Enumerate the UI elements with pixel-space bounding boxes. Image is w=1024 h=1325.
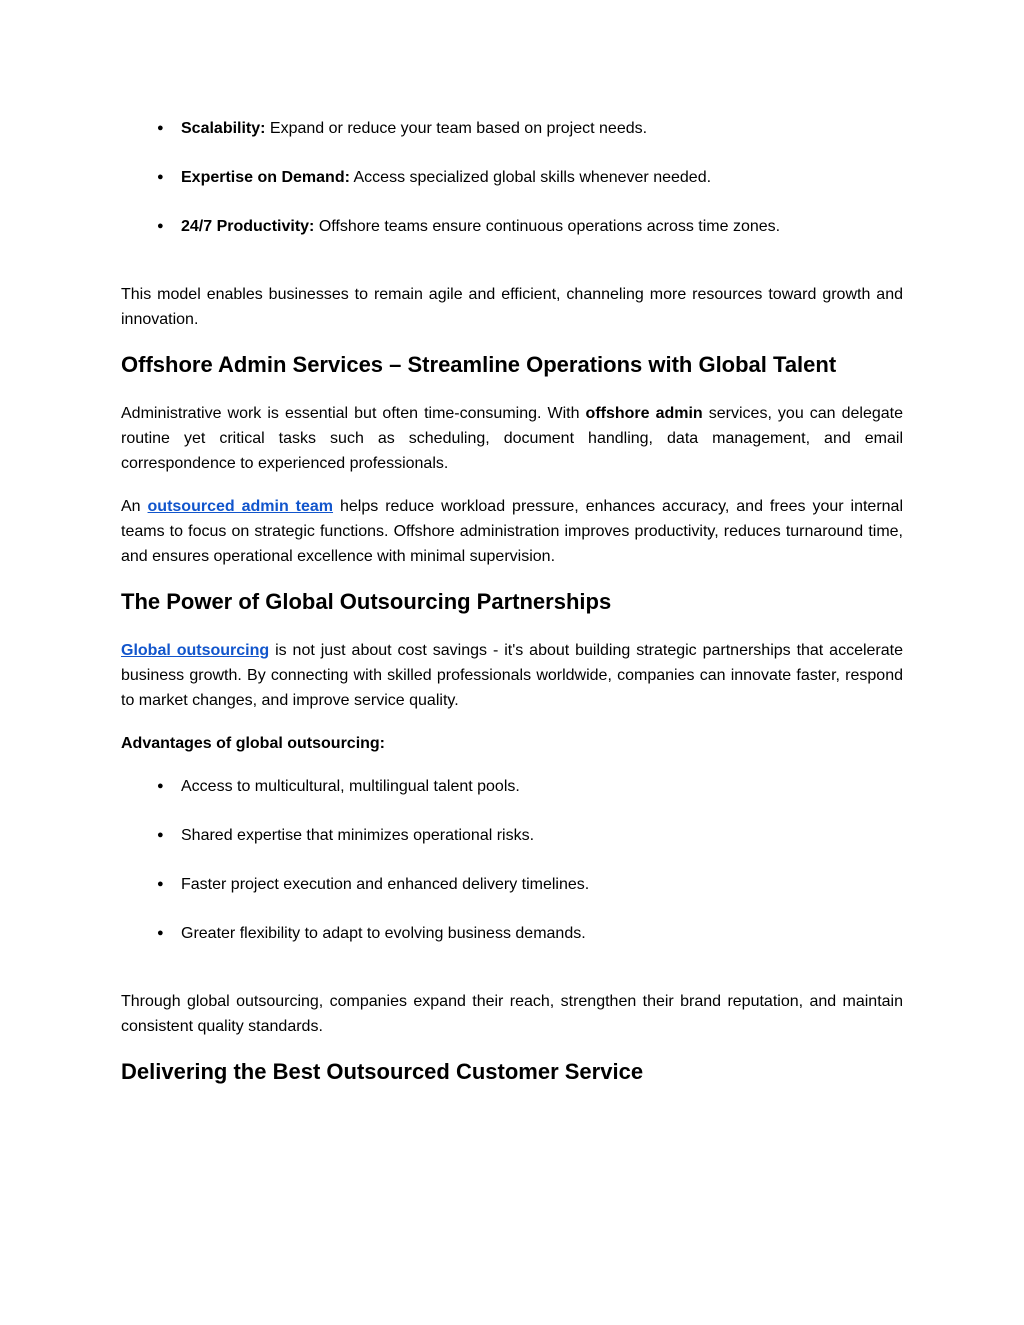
bold-offshore-admin: offshore admin (585, 405, 703, 422)
paragraph-through: Through global outsourcing, companies expand their reach, strengthen their brand reputation, and maintain consistent quality standards. (121, 993, 903, 1035)
paragraph-text: An (121, 498, 148, 515)
list-item-text: Shared expertise that minimizes operational risks. (181, 827, 535, 844)
list-item-faster-execution (121, 872, 903, 897)
list-item-expertise (121, 165, 903, 190)
paragraph-text: is not just about cost savings - it's about building strategic partnerships that accelerate business growth. By connecting with skilled professionals worldwide, companies can innovate faster, respond to market changes, and improve service quality. (121, 642, 903, 709)
list-item-bold-lead: Scalability: (181, 120, 266, 137)
heading-offshore-admin-services: Offshore Admin Services – Streamline Operations with Global Talent (121, 352, 837, 377)
list-item-greater-flexibility (121, 921, 903, 946)
benefits-list (121, 116, 903, 239)
bullet-icon: ● (157, 927, 164, 939)
list-item-text: Greater flexibility to adapt to evolving business demands. (181, 925, 586, 942)
bullet-icon: ● (157, 829, 164, 841)
list-item-text: Expand or reduce your team based on project needs. (265, 120, 648, 137)
list-item-productivity (121, 214, 903, 239)
heading-delivering-customer-service: Delivering the Best Outsourced Customer Service (121, 1059, 644, 1084)
bullet-icon: ● (157, 780, 164, 792)
list-item-text: Offshore teams ensure continuous operations across time zones. (314, 218, 781, 235)
link-outsourced-admin-team[interactable]: outsourced admin team (147, 498, 334, 515)
advantages-list (121, 774, 903, 946)
bullet-icon: ● (157, 878, 164, 890)
bullet-icon: ● (157, 220, 164, 232)
heading-power-of-global-outsourcing: The Power of Global Outsourcing Partnerships (121, 589, 612, 614)
list-item-bold-lead: 24/7 Productivity: (181, 218, 315, 235)
paragraph-text: helps reduce workload pressure, enhances accuracy, and frees your internal teams to focus on strategic functions. Offshore administration improves productivity, reduces turnaround time, and ensures operational excellence with minimal supervision. (121, 498, 904, 565)
list-item-scalability (121, 116, 903, 141)
list-item-text: Access to multicultural, multilingual talent pools. (181, 778, 520, 795)
label-advantages: Advantages of global outsourcing: (121, 735, 386, 752)
list-item-bold-lead: Expertise on Demand: (181, 169, 350, 186)
list-item-talent-pools (121, 774, 903, 799)
paragraph-model: This model enables businesses to remain agile and efficient, channeling more resources toward growth and innovation. (121, 286, 903, 328)
paragraph-outsourced (121, 494, 903, 569)
bullet-icon: ● (157, 122, 164, 134)
paragraph-text: Administrative work is essential but often time-consuming. With (121, 405, 586, 422)
bullet-icon: ● (157, 171, 164, 183)
list-item-shared-expertise (121, 823, 903, 848)
paragraph-admin (121, 401, 903, 476)
paragraph-text: services, you can delegate routine yet critical tasks such as scheduling, document handling, data management, and email correspondence to experienced professionals. (121, 405, 904, 472)
paragraph-global (121, 638, 903, 713)
link-global-outsourcing[interactable]: Global outsourcing (121, 642, 270, 659)
list-item-text: Access specialized global skills whenever needed. (349, 169, 712, 186)
list-item-text: Faster project execution and enhanced delivery timelines. (181, 876, 590, 893)
